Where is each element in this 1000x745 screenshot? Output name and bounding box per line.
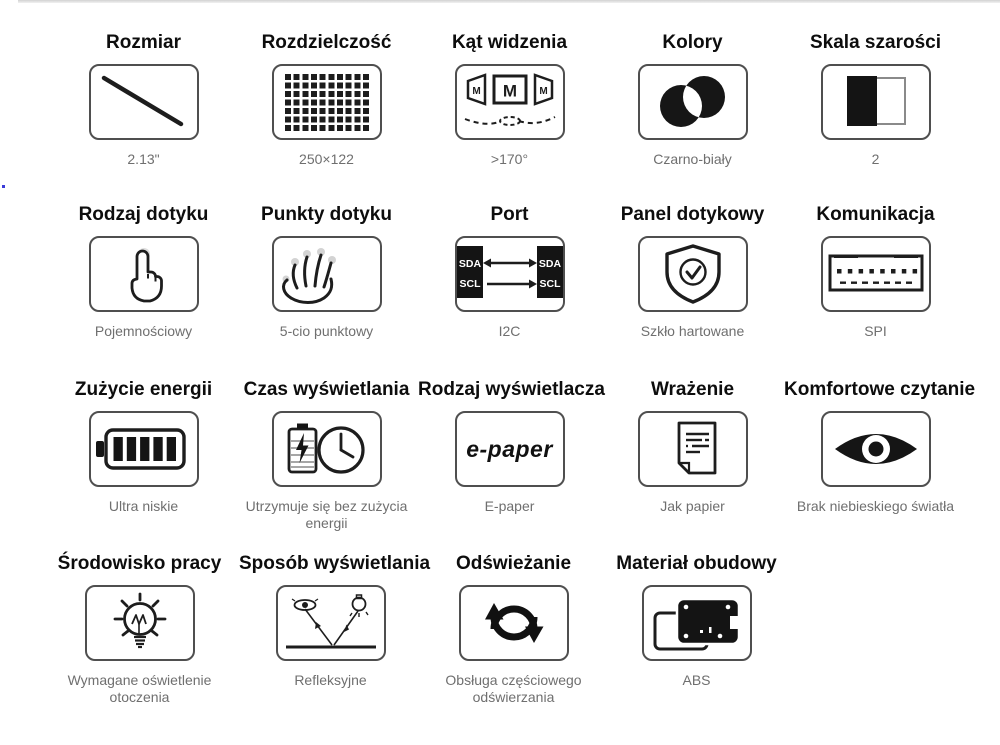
spec-title: Zużycie energii xyxy=(74,379,213,400)
resolution-icon xyxy=(272,64,382,140)
touch-points-icon-glyph xyxy=(274,241,380,307)
reading-icon-glyph xyxy=(823,416,929,482)
communication-icon-glyph xyxy=(823,241,929,307)
touch-type-icon xyxy=(89,236,199,312)
spec-value: 250×122 xyxy=(299,151,354,167)
refresh-icon xyxy=(459,585,569,661)
spec-title: Czas wyświetlania xyxy=(243,379,410,400)
spec-value: Wymagane oświetlenie otoczenia xyxy=(67,672,212,705)
spec-title: Rozdzielczość xyxy=(261,32,392,53)
spec-value: I2C xyxy=(498,323,521,339)
spec-cell-rodzaj-dotyku xyxy=(52,203,235,340)
svg-text:M: M xyxy=(502,81,517,101)
environment-icon xyxy=(85,585,195,661)
spec-title: Wrażenie xyxy=(650,379,735,400)
spec-cell-komfortowe-czytanie xyxy=(784,378,976,532)
spec-value: E-paper xyxy=(484,498,535,514)
resolution-pixel-grid xyxy=(285,74,369,131)
viewing-angle-icon xyxy=(455,64,565,140)
power-icon xyxy=(89,411,199,487)
spec-value: ABS xyxy=(682,672,711,688)
spec-value: Refleksyjne xyxy=(294,672,367,688)
spec-cell-skala-szarosci xyxy=(784,31,967,168)
spec-title: Sposób wyświetlania xyxy=(239,553,431,574)
impression-icon-glyph xyxy=(640,416,746,482)
spec-value: Obsługa częściowego odświerzania xyxy=(445,672,582,705)
spec-cell-wrazenie xyxy=(601,378,784,532)
spec-value: Jak papier xyxy=(660,498,725,514)
spec-cell-komunikacja xyxy=(784,203,967,340)
touch-panel-icon-glyph xyxy=(640,241,746,307)
spec-value: SPI xyxy=(864,323,887,339)
spec-cell-kolory xyxy=(601,31,784,168)
port-icon xyxy=(455,236,565,312)
spec-cell-rodzaj-wyswietlacza xyxy=(418,378,605,532)
spec-cell-port xyxy=(418,203,601,340)
spec-value: Szkło hartowane xyxy=(640,323,745,339)
port-icon-glyph xyxy=(457,240,563,308)
touch-type-icon-glyph xyxy=(91,241,197,307)
svg-text:SCL: SCL xyxy=(459,278,480,290)
display-method-icon xyxy=(276,585,386,661)
case-material-icon-glyph xyxy=(644,590,750,656)
spec-cell-kat-widzenia xyxy=(418,31,601,168)
spec-title: Kąt widzenia xyxy=(451,32,568,53)
spec-title: Środowisko pracy xyxy=(57,553,222,574)
touch-panel-icon xyxy=(638,236,748,312)
colors-icon xyxy=(638,64,748,140)
spec-title: Rodzaj wyświetlacza xyxy=(418,379,605,400)
svg-text:M: M xyxy=(471,86,481,97)
size-icon xyxy=(89,64,199,140)
spec-title: Materiał obudowy xyxy=(616,553,777,574)
viewing-angle-icon-glyph xyxy=(457,69,563,135)
epaper-icon xyxy=(455,411,565,487)
spec-cell-material-obudowy xyxy=(605,552,788,706)
spec-row-2 xyxy=(52,203,967,340)
grayscale-icon xyxy=(821,64,931,140)
size-icon-glyph xyxy=(91,69,197,135)
spec-title: Punkty dotyku xyxy=(261,204,392,225)
spec-value: 2.13" xyxy=(127,151,160,167)
spec-cell-srodowisko-pracy xyxy=(48,552,231,706)
stray-cursor-dot xyxy=(2,185,5,188)
touch-points-icon xyxy=(272,236,382,312)
impression-icon xyxy=(638,411,748,487)
spec-cell-czas-wyswietlania xyxy=(235,378,418,532)
reading-icon xyxy=(821,411,931,487)
communication-icon xyxy=(821,236,931,312)
spec-title: Rodzaj dotyku xyxy=(78,204,209,225)
spec-title: Odświeżanie xyxy=(455,553,572,574)
spec-title: Kolory xyxy=(662,32,723,53)
spec-value: 5-cio punktowy xyxy=(279,323,374,339)
svg-text:SDA: SDA xyxy=(538,258,561,270)
display-time-icon xyxy=(272,411,382,487)
spec-value: Czarno-biały xyxy=(653,151,732,167)
environment-icon-glyph xyxy=(87,590,193,656)
spec-row-3 xyxy=(52,378,976,532)
spec-title: Port xyxy=(490,204,529,225)
spec-title: Skala szarości xyxy=(810,32,941,53)
display-method-icon-glyph xyxy=(278,590,384,656)
spec-cell-panel-dotykowy xyxy=(601,203,784,340)
spec-value: Pojemnościowy xyxy=(94,323,193,339)
spec-value: >170° xyxy=(490,151,529,167)
spec-row-1 xyxy=(52,31,967,168)
svg-text:SDA: SDA xyxy=(458,258,481,270)
power-icon-glyph xyxy=(91,416,197,482)
display-time-icon-glyph xyxy=(274,416,380,482)
colors-icon-glyph xyxy=(640,69,746,135)
spec-value: Brak niebieskiego światła xyxy=(796,498,955,514)
spec-cell-zuzycie-energii xyxy=(52,378,235,532)
spec-row-4 xyxy=(48,552,788,706)
epaper-icon-text: e-paper xyxy=(466,435,553,462)
spec-title: Panel dotykowy xyxy=(620,204,765,225)
spec-cell-odswiezanie xyxy=(422,552,605,706)
spec-title: Komfortowe czytanie xyxy=(784,379,976,400)
top-divider xyxy=(18,0,1000,3)
svg-text:SCL: SCL xyxy=(539,278,560,290)
spec-value: Utrzymuje się bez zużycia energii xyxy=(245,498,408,531)
spec-cell-punkty-dotyku xyxy=(235,203,418,340)
spec-value: Ultra niskie xyxy=(108,498,179,514)
grayscale-icon-glyph xyxy=(823,69,929,135)
refresh-icon-glyph xyxy=(461,590,567,656)
svg-text:M: M xyxy=(538,86,548,97)
spec-cell-rozmiar xyxy=(52,31,235,168)
spec-title: Rozmiar xyxy=(106,32,181,53)
spec-title: Komunikacja xyxy=(816,204,935,225)
spec-cell-sposob-wyswietlania xyxy=(239,552,431,706)
spec-cell-rozdzielczosc xyxy=(235,31,418,168)
case-material-icon xyxy=(642,585,752,661)
spec-value: 2 xyxy=(871,151,880,167)
